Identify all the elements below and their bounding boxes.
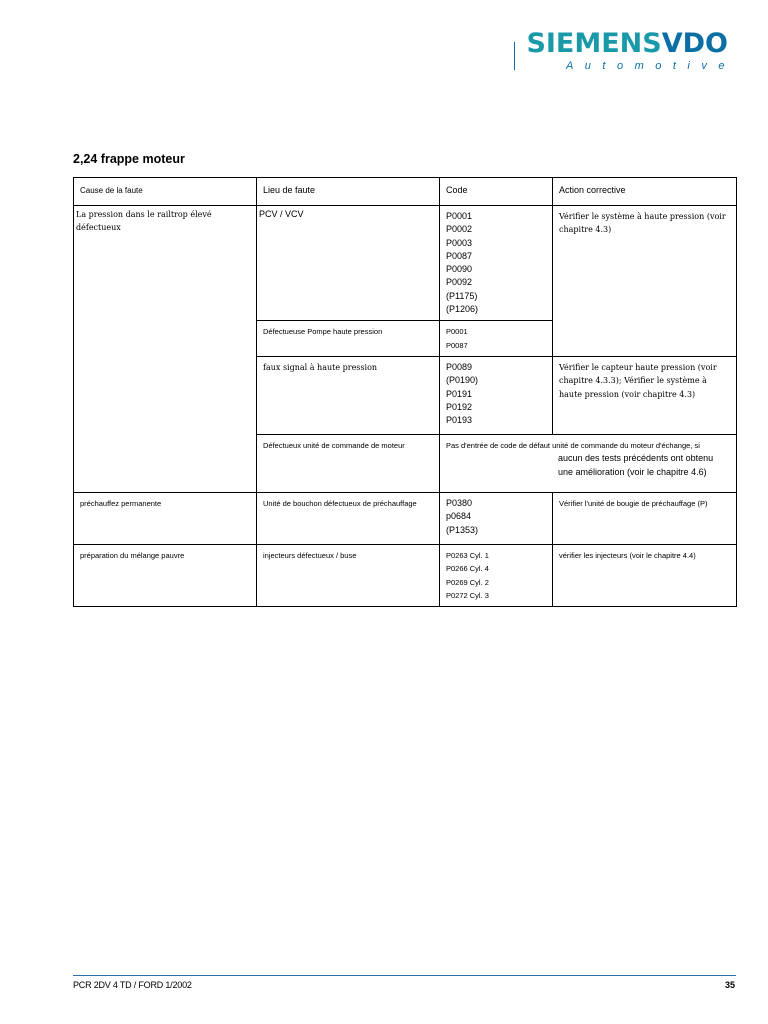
code-line: P0001 (446, 327, 468, 337)
logo-vdo: VDO (661, 28, 728, 59)
code-action-cell (440, 434, 737, 492)
header-lieu: Lieu de faute (257, 178, 440, 206)
lieu-text: Unité de bouchon défectueux de préchauffage (263, 498, 417, 508)
action-text: Vérifier l'unité de bougie de préchauffage (P) (559, 498, 708, 508)
footer-document-id: PCR 2DV 4 TD / FORD 1/2002 (73, 980, 192, 990)
code-line: P0087 (446, 250, 473, 261)
lieu-text: Défectueux unité de commande de moteur (263, 440, 405, 450)
action-text: Vérifier le capteur haute pression (voir chapitre 4.3.3); Vérifier le système à haute pression (voir chapitre 4.3) (559, 362, 717, 399)
logo-wordmark (518, 30, 728, 58)
footer-divider (73, 975, 736, 976)
lieu-text: faux signal à haute pression (263, 362, 378, 372)
code-line: P0089 (446, 361, 473, 372)
code-line: P0001 (446, 211, 473, 221)
code-cell (440, 544, 553, 606)
lieu-cell (257, 356, 440, 434)
code-line: (P1206) (446, 304, 479, 315)
code-line: P0193 (446, 415, 473, 426)
code-cell (440, 321, 553, 357)
cause-cell (74, 492, 257, 544)
code-line: P0266 Cyl. 4 (446, 564, 489, 574)
action-text: Vérifier le système à haute pression (voir chapitre 4.3) (559, 212, 726, 235)
code-cell (440, 206, 553, 321)
header-cause: Cause de la faute (74, 178, 257, 206)
code-line: P0087 (446, 340, 468, 350)
header-action: Action corrective (553, 178, 737, 206)
section-title: 2,24 frappe moteur (73, 152, 185, 166)
table-row (74, 492, 737, 544)
table-row (74, 206, 737, 321)
siemens-vdo-logo (518, 28, 736, 72)
code-line: P0092 (446, 277, 473, 288)
fault-table (73, 177, 737, 607)
page-number: 35 (724, 980, 735, 990)
lieu-text: PCV / VCV (259, 209, 304, 219)
table-header-row (74, 178, 737, 206)
code-line: P0003 (446, 237, 473, 248)
code-line: P0191 (446, 388, 473, 399)
header-code: Code (440, 178, 553, 206)
cause-cell (74, 544, 257, 606)
lieu-cell (257, 321, 440, 357)
cause-cell (74, 206, 257, 493)
code-text: Pas d'entrée de code de défaut unité de commande du moteur d'échange, si (446, 440, 700, 450)
code-line: (P1353) (446, 524, 479, 535)
logo-divider (514, 42, 515, 70)
code-line: P0002 (446, 224, 473, 235)
code-line: (P1175) (446, 290, 478, 301)
action-text: vérifier les injecteurs (voir le chapitre 4.4) (559, 550, 696, 560)
code-cell (440, 356, 553, 434)
code-line: P0380 (446, 497, 473, 508)
logo-siemens: SIEMENS (526, 28, 662, 59)
code-line: P0263 Cyl. 1 (446, 550, 489, 560)
lieu-text: Défectueuse Pompe haute pression (263, 327, 383, 337)
lieu-cell (257, 206, 440, 321)
lieu-text: injecteurs défectueux / buse (263, 550, 357, 560)
action-cell (553, 356, 737, 434)
lieu-cell (257, 434, 440, 492)
code-line: P0090 (446, 264, 473, 275)
logo-automotive: Automotive (565, 60, 736, 72)
cause-text: préchauffez permanente (80, 498, 162, 508)
table-row (74, 544, 737, 606)
lieu-cell (257, 492, 440, 544)
lieu-cell (257, 544, 440, 606)
code-line: P0272 Cyl. 3 (446, 590, 489, 600)
action-cell (553, 492, 737, 544)
code-line: (P0190) (446, 375, 479, 386)
action-cell (553, 544, 737, 606)
code-line: p0684 (446, 511, 472, 522)
cause-text: La pression dans le railtrop élevé défectueux (76, 210, 212, 233)
code-cell (440, 492, 553, 544)
cause-text: préparation du mélange pauvre (80, 550, 185, 560)
code-line: P0269 Cyl. 2 (446, 577, 489, 587)
code-line: P0192 (446, 401, 473, 412)
action-cell (553, 206, 737, 357)
action-text: aucun des tests précédents ont obtenu une amélioration (voir le chapitre 4.6) (558, 453, 714, 477)
